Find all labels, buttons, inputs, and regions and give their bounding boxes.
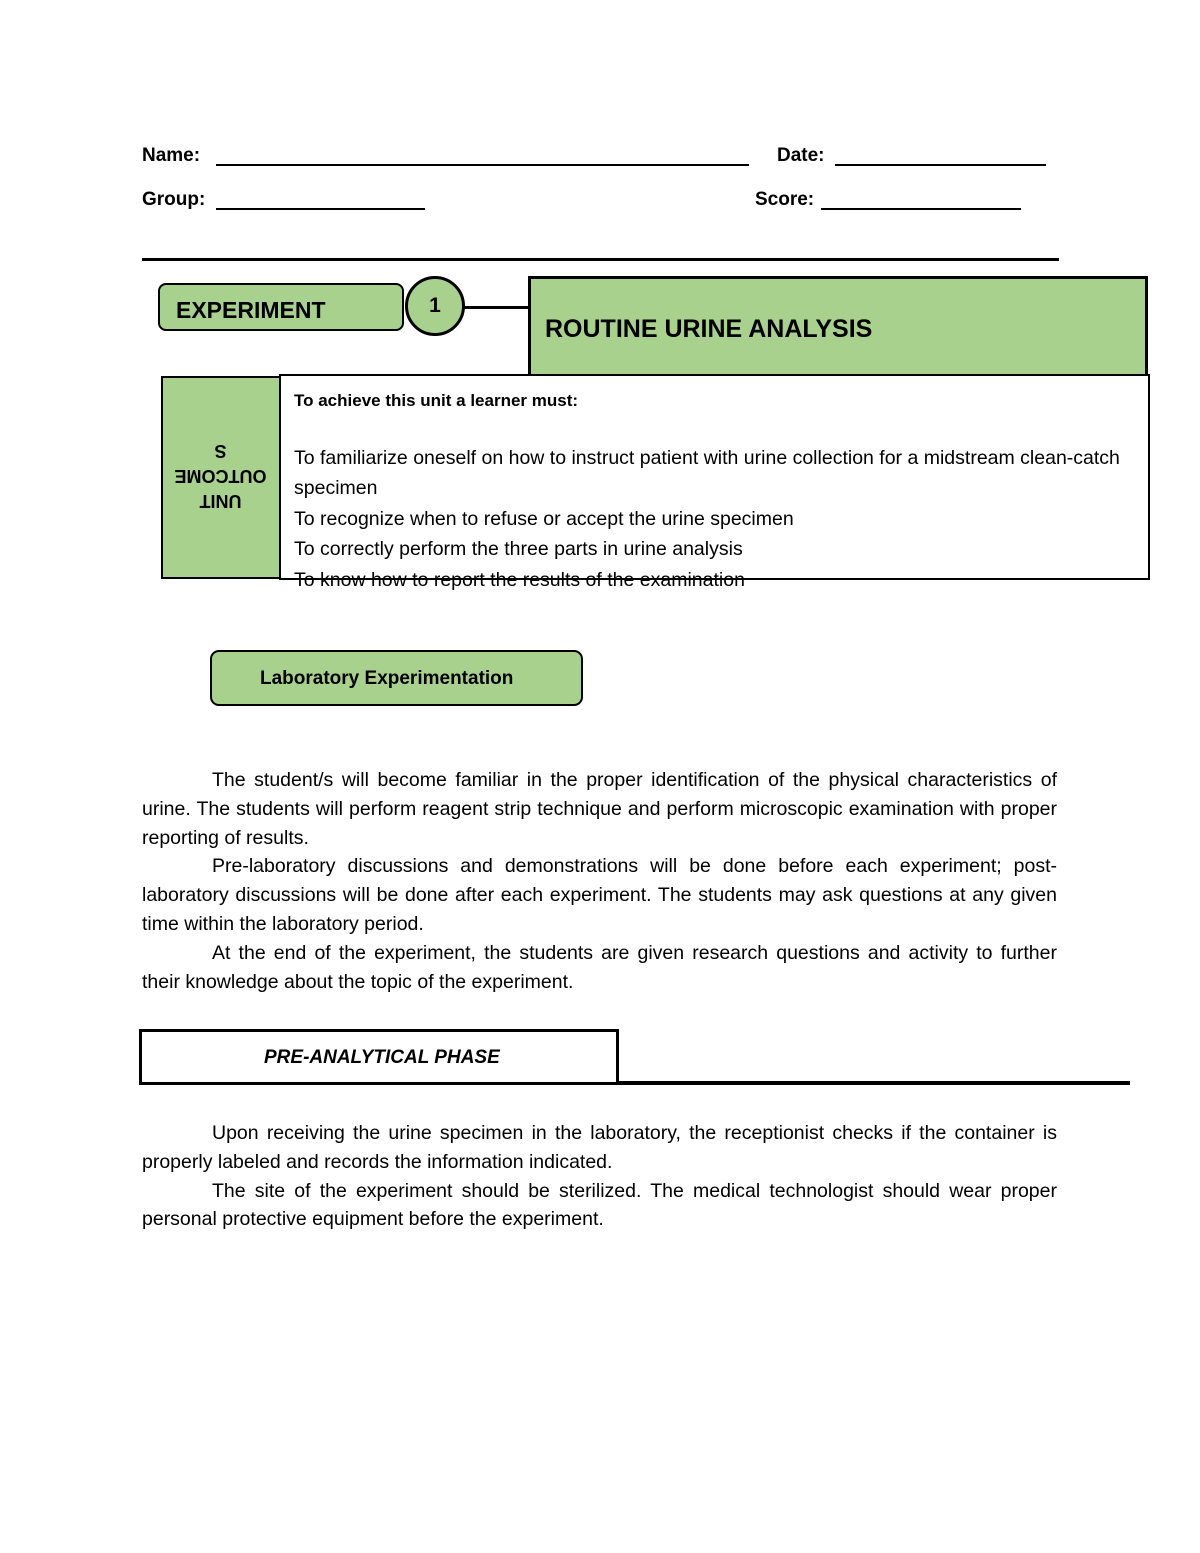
- outcome-item: To correctly perform the three parts in urine analysis: [294, 538, 743, 560]
- paragraph: Pre-laboratory discussions and demonstrations will be done before each experiment; post-laboratory discussions will be done after each experiment. The students may ask questions at any given time within the laboratory period.: [142, 855, 1057, 935]
- lab-description: [142, 766, 1057, 996]
- side-label-line: S: [214, 441, 227, 461]
- outcome-item: To know how to report the results of the examination: [294, 568, 745, 591]
- paragraph: The student/s will become familiar in the proper identification of the physical characteristics of urine. The students will perform reagent strip technique and perform microscopic examination with proper reporting of results.: [142, 769, 1057, 849]
- header-divider: [142, 258, 1059, 261]
- date-field[interactable]: [835, 164, 1046, 166]
- name-label: Name:: [142, 145, 201, 166]
- name-field[interactable]: [216, 164, 749, 166]
- group-label: Group:: [142, 189, 206, 210]
- outcome-item: To familiarize oneself on how to instruct patient with urine collection for a midstream clean-catch specimen: [294, 446, 1120, 499]
- unit-outcomes-lead: To achieve this unit a learner must:: [294, 391, 579, 410]
- side-label-line: UNIT: [199, 491, 242, 511]
- phase-rule: [617, 1081, 1130, 1085]
- unit-outcomes-side-label: [161, 376, 281, 579]
- paragraph: The site of the experiment should be sterilized. The medical technologist should wear proper personal protective equipment before the experiment.: [142, 1179, 1057, 1231]
- paragraph: Upon receiving the urine specimen in the laboratory, the receptionist checks if the container is properly labeled and records the information indicated.: [142, 1122, 1057, 1173]
- score-field[interactable]: [821, 208, 1021, 210]
- experiment-tab: EXPERIMENT: [158, 283, 404, 331]
- lab-experimentation-tab: Laboratory Experimentation: [210, 650, 583, 706]
- side-label-line: OUTCOME: [174, 466, 267, 486]
- experiment-title: ROUTINE URINE ANALYSIS: [528, 276, 1148, 380]
- connector-line: [464, 306, 530, 309]
- experiment-number: 1: [405, 276, 465, 336]
- unit-outcomes-rotated-text: [163, 438, 278, 513]
- group-field[interactable]: [216, 208, 425, 210]
- paragraph: At the end of the experiment, the students are given research questions and activity to further their knowledge about the topic of the experiment.: [142, 941, 1057, 993]
- pre-analytical-description: [142, 1119, 1057, 1234]
- pre-analytical-phase-heading: PRE-ANALYTICAL PHASE: [139, 1029, 619, 1085]
- score-label: Score:: [755, 189, 815, 210]
- date-label: Date:: [777, 145, 825, 166]
- unit-outcomes-text: [294, 386, 1144, 595]
- outcome-item: To recognize when to refuse or accept the urine specimen: [294, 507, 794, 530]
